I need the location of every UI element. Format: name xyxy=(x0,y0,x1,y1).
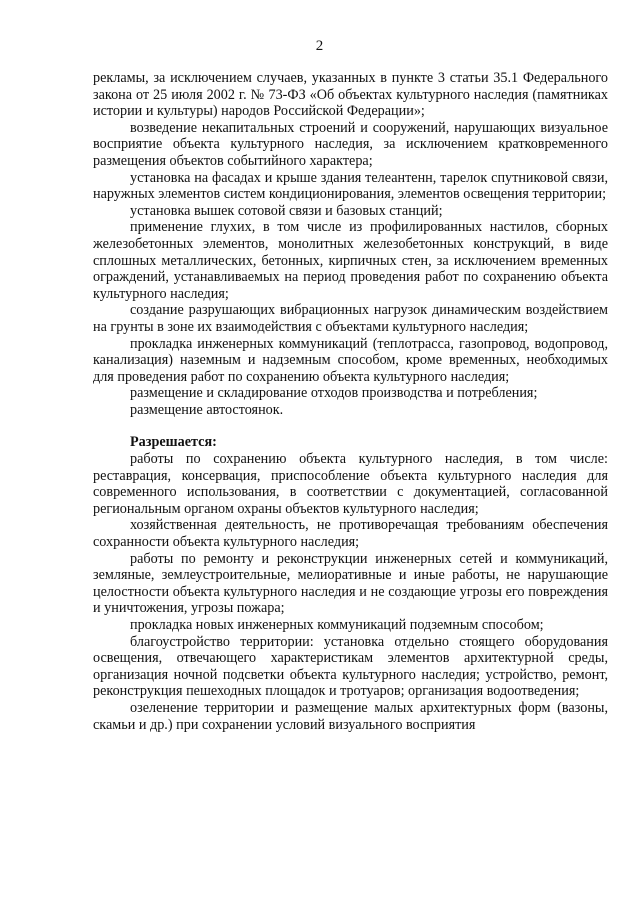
page-number: 2 xyxy=(315,38,324,54)
paragraph-permission: озеленение территории и размещение малых архитектурных форм (вазоны, скамьи и др.) при сохранении условий визуального восприятия xyxy=(93,699,608,733)
paragraph-prohibition: установка на фасадах и крыше здания телеантенн, тарелок спутниковой связи, наружных элементов систем кондиционирования, элементов освещения территории; xyxy=(93,169,608,203)
paragraph-permission: работы по сохранению объекта культурного наследия, в том числе: реставрация, консервация, приспособление объекта культурного наследия для современного использования, в соответствии с документацией, согласованной региональным органом охраны объектов культурного наследия; xyxy=(93,451,608,517)
paragraph-prohibition: возведение некапитальных строений и сооружений, нарушающих визуальное восприятие объекта культурного наследия, за исключением кратковременного размещения объектов событийного характера; xyxy=(93,119,608,169)
paragraph-prohibition: установка вышек сотовой связи и базовых станций; xyxy=(130,202,443,219)
paragraph-permission: работы по ремонту и реконструкции инженерных сетей и коммуникаций, земляные, землеустроительные, мелиоративные и иные работы, не нарушающие целостности объекта культурного наследия и не создающие угрозы его повреждения и уничтожения, угрозы пожара; xyxy=(93,550,608,617)
paragraph-permission: хозяйственная деятельность, не противоречащая требованиям обеспечения сохранности объекта культурного наследия; xyxy=(93,517,608,551)
document-body xyxy=(93,70,608,733)
paragraph-permission: прокладка новых инженерных коммуникаций подземным способом; xyxy=(130,617,544,633)
paragraph-prohibition: создание разрушающих вибрационных нагрузок динамическим воздействием на грунты в зоне их взаимодействия с объектами культурного наследия; xyxy=(93,302,608,335)
section-gap xyxy=(93,418,608,434)
paragraph-prohibition: прокладка инженерных коммуникаций (теплотрасса, газопровод, водопровод, канализация) наземным и надземным способом, кроме временных, необходимых для проведения работ по сохранению объекта культурного наследия; xyxy=(93,335,608,385)
paragraph-permission: благоустройство территории: установка отдельно стоящего оборудования освещения, отвечающего характеристикам элементов архитектурной среды, организация ночной подсветки объекта культурного наследия; устройство, ремонт, реконструкция пешеходных площадок и тротуаров; организация водоотведения; xyxy=(93,633,608,700)
paragraph-prohibition: применение глухих, в том числе из профилированных настилов, сборных железобетонных элементов, монолитных железобетонных конструкций, в виде сплошных металлических, бетонных, кирпичных стен, за исключением временных ограждений, устанавливаемых на период проведения работ по сохранению объекта культурного наследия; xyxy=(93,219,608,302)
paragraph-prohibition: размещение и складирование отходов производства и потребления; xyxy=(130,385,538,402)
section-heading: Разрешается: xyxy=(130,434,217,451)
paragraph-continuation: рекламы, за исключением случаев, указанных в пункте 3 статьи 35.1 Федерального закона от 25 июля 2002 г. № 73-ФЗ «Об объектах культурного наследия (памятниках истории и культуры) народов Российской Федерации»; xyxy=(93,70,608,120)
paragraph-prohibition: размещение автостоянок. xyxy=(130,401,284,418)
